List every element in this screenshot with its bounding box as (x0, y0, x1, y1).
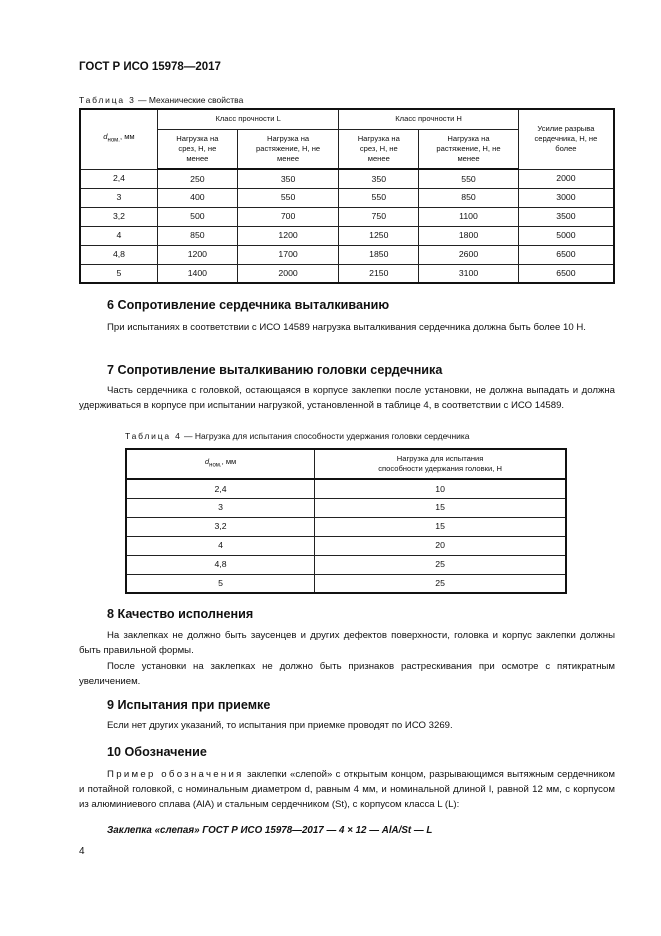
cell: 10 (315, 479, 566, 498)
example-text: заклепки «слепой» с открытым концом, разрывающимся вытяжным сердечником и потайной головкой, с номинальным диаметром d, равным 4 мм, и номинальной длиной l, равной 12 мм, с корпусом из алюминиевого сплава (AlA) и стальным сердечником (St), с корпусом класса L (L): (79, 769, 615, 811)
cell: 2600 (419, 245, 519, 264)
cell: 4,8 (126, 555, 315, 574)
cell: 5 (80, 264, 157, 283)
cell: 1200 (237, 226, 339, 245)
cell: 4 (126, 536, 315, 555)
section9-paragraph: Если нет других указаний, то испытания при приемке проводят по ИСО 3269. (107, 720, 453, 731)
table-row (126, 555, 566, 574)
cell: 1800 (419, 226, 519, 245)
mechanical-properties-table (79, 108, 615, 284)
cell: 750 (339, 207, 419, 226)
cell: 2000 (237, 264, 339, 283)
cell: 25 (315, 555, 566, 574)
section10-heading: 10 Обозначение (107, 745, 207, 759)
cell: 1250 (339, 226, 419, 245)
cell: 5 (126, 574, 315, 593)
cell: 400 (157, 188, 237, 207)
cell: 2000 (518, 169, 614, 188)
shear-H-header: Нагрузка на срез, Н, не менее (339, 129, 419, 169)
cell: 350 (237, 169, 339, 188)
table4-caption-label: Таблица 4 (125, 431, 182, 441)
col-load-header: Нагрузка для испытания способности удержания головки, Н (315, 449, 566, 479)
example-label: Пример обозначения (107, 769, 244, 780)
cell: 550 (339, 188, 419, 207)
cell: 3 (80, 188, 157, 207)
table3-caption-label: Таблица 3 (79, 95, 136, 105)
cell: 850 (157, 226, 237, 245)
section6-paragraph: При испытаниях в соответствии с ИСО 14589 нагрузка выталкивания сердечника должна быть более 10 Н. (107, 322, 586, 333)
head-retention-table (125, 448, 567, 594)
table-row (80, 226, 614, 245)
cell: 15 (315, 498, 566, 517)
cell: 2,4 (126, 479, 315, 498)
cell: 6500 (518, 245, 614, 264)
page-number: 4 (79, 846, 85, 857)
cell: 4 (80, 226, 157, 245)
table-row (80, 245, 614, 264)
cell: 3500 (518, 207, 614, 226)
cell: 500 (157, 207, 237, 226)
class-H-header: Класс прочности H (339, 109, 518, 129)
table-row (126, 536, 566, 555)
table-row (126, 574, 566, 593)
section7-heading: 7 Сопротивление выталкиванию головки сердечника (107, 363, 443, 377)
table3-caption (79, 95, 243, 105)
table-row (80, 169, 614, 188)
cell: 6500 (518, 264, 614, 283)
shear-L-header: Нагрузка на срез, Н, не менее (157, 129, 237, 169)
cell: 5000 (518, 226, 614, 245)
cell: 3,2 (126, 517, 315, 536)
cell: 3000 (518, 188, 614, 207)
section8-heading: 8 Качество исполнения (107, 607, 254, 621)
cell: 550 (419, 169, 519, 188)
designation-example: Заклепка «слепая» ГОСТ Р ИСО 15978—2017 — 4 × 12 — AlA/St — L (107, 825, 433, 836)
section8-paragraph-1: На заклепках не должно быть заусенцев и других дефектов поверхности, головка и корпус заклепки должны быть правильной формы. (79, 630, 615, 657)
section6-heading: 6 Сопротивление сердечника выталкиванию (107, 298, 390, 312)
cell: 20 (315, 536, 566, 555)
cell: 2150 (339, 264, 419, 283)
table-row (80, 188, 614, 207)
cell: 3100 (419, 264, 519, 283)
table3-caption-text: — Механические свойства (138, 95, 244, 105)
cell: 850 (419, 188, 519, 207)
document-header: ГОСТ Р ИСО 15978—2017 (79, 61, 221, 73)
cell: 4,8 (80, 245, 157, 264)
section7-paragraph: Часть сердечника с головкой, остающаяся в корпусе заклепки после установки, не должна выпадать и должна удерживаться в корпусе при испытании нагрузкой, установленной в таблице 4, в соответствии с ИСО 14589. (79, 385, 615, 412)
table-row (126, 479, 566, 498)
cell: 1400 (157, 264, 237, 283)
section8-paragraph-2: После установки на заклепках не должно быть признаков растрескивания при осмотре с пятикратным увеличением. (79, 661, 615, 688)
cell: 1200 (157, 245, 237, 264)
cell: 3 (126, 498, 315, 517)
table-row (126, 498, 566, 517)
table4-caption-text: — Нагрузка для испытания способности удержания головки сердечника (184, 431, 470, 441)
cell: 25 (315, 574, 566, 593)
cell: 350 (339, 169, 419, 188)
cell: 1700 (237, 245, 339, 264)
cell: 1100 (419, 207, 519, 226)
class-L-header: Класс прочности L (157, 109, 338, 129)
cell: 3,2 (80, 207, 157, 226)
cell: 550 (237, 188, 339, 207)
table-row (80, 207, 614, 226)
section9-heading: 9 Испытания при приемке (107, 698, 271, 712)
cell: 2,4 (80, 169, 157, 188)
table4-caption (125, 431, 470, 441)
cell: 15 (315, 517, 566, 536)
cell: 700 (237, 207, 339, 226)
col-diameter-header: $d_{ном.}$, мм (126, 449, 315, 479)
cell: 1850 (339, 245, 419, 264)
col-diameter-header: $d_{ном.}$, мм (80, 109, 157, 169)
section10-example (79, 767, 615, 813)
table-row (80, 264, 614, 283)
tension-H-header: Нагрузка на растяжение, Н, не менее (419, 129, 519, 169)
tension-L-header: Нагрузка на растяжение, Н, не менее (237, 129, 339, 169)
table-row (126, 517, 566, 536)
break-force-header: Усилие разрыва сердечника, Н, не более (518, 109, 614, 169)
cell: 250 (157, 169, 237, 188)
